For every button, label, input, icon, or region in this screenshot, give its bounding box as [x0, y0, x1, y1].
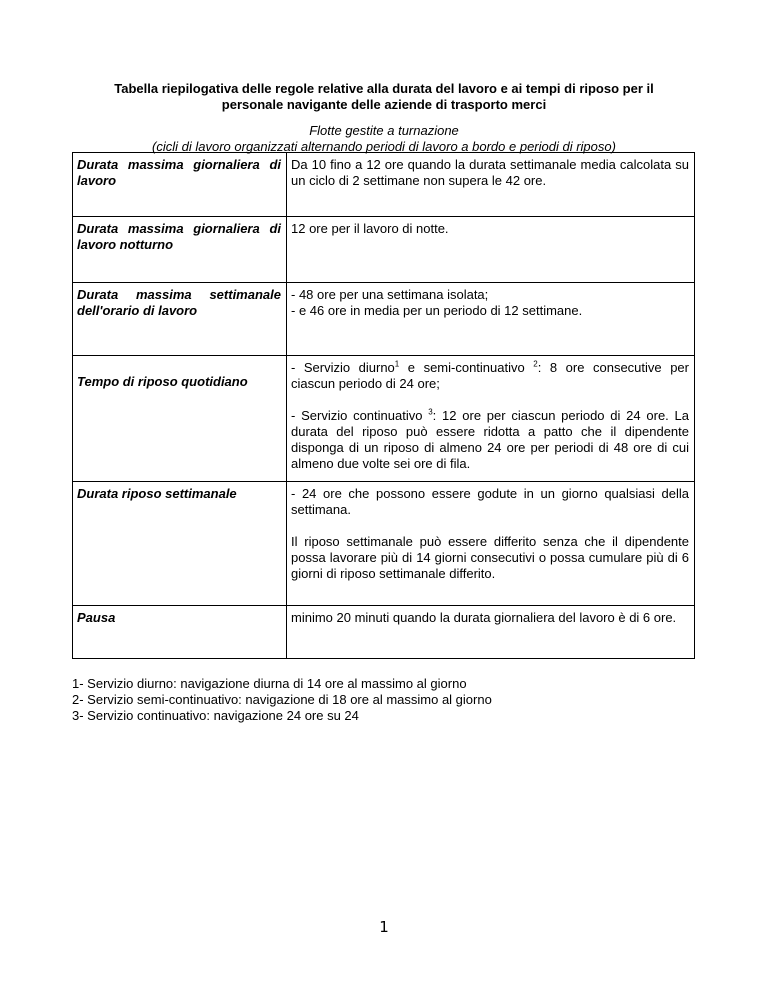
- footnote: 2- Servizio semi-continuativo: navigazione di 18 ore al massimo al giorno: [72, 692, 492, 707]
- text-run: - Servizio continuativo: [291, 408, 429, 423]
- desc-paragraph: - 24 ore che possono essere godute in un giorno qualsiasi della settimana.: [291, 486, 689, 517]
- title-line-2: personale navigante delle aziende di trasporto merci: [221, 97, 547, 112]
- title-line-1: Tabella riepilogativa delle regole relative alla durata del lavoro e ai tempi di riposo per il: [114, 81, 654, 96]
- desc-line: - 48 ore per una settimana isolata;: [291, 287, 489, 302]
- desc-paragraph: [291, 360, 689, 392]
- row-label: Durata riposo settimanale: [73, 482, 287, 606]
- table-row: [73, 482, 695, 606]
- table-row: [73, 606, 695, 659]
- desc-line: - e 46 ore in media per un periodo di 12 settimane.: [291, 303, 583, 318]
- table-row: [73, 356, 695, 482]
- text-run: : 12 ore per ciascun periodo di 24 ore. La durata del riposo può essere ridotta a patto che il dipendente disponga di un riposo di almeno 24 ore per periodi di 48 ore di cui almeno due volte sei ore di fila.: [291, 408, 690, 471]
- row-description: Da 10 fino a 12 ore quando la durata settimanale media calcolata su un ciclo di 2 settimane non supera le 42 ore.: [287, 153, 695, 217]
- table-row: [73, 153, 695, 217]
- row-label: Tempo di riposo quotidiano: [73, 356, 287, 482]
- text-run: e semi-continuativo: [399, 360, 534, 375]
- footnotes: [72, 676, 492, 724]
- row-description: [287, 356, 695, 482]
- footnote-ref: 1: [394, 359, 400, 369]
- text-run: : 8 ore consecutive per ciascun periodo di 24 ore;: [291, 360, 689, 391]
- row-label: Durata massima giornaliera di lavoro notturno: [73, 217, 287, 283]
- row-label: Durata massima settimanale dell'orario di lavoro: [73, 283, 287, 356]
- table-row: [73, 283, 695, 356]
- table-row: [73, 217, 695, 283]
- document-title: [0, 81, 768, 113]
- footnote-ref: 2: [533, 359, 538, 369]
- footnote: 3- Servizio continuativo: navigazione 24 ore su 24: [72, 708, 359, 723]
- desc-paragraph: Il riposo settimanale può essere differito senza che il dipendente possa lavorare più di 14 giorni consecutivi o possa cumulare più di 6 giorni di riposo settimanale differito.: [291, 534, 689, 581]
- row-description: minimo 20 minuti quando la durata giornaliera del lavoro è di 6 ore.: [287, 606, 695, 659]
- desc-paragraph: [291, 408, 689, 472]
- row-label: Durata massima giornaliera di lavoro: [73, 153, 287, 217]
- subtitle-line-2: (cicli di lavoro organizzati alternando periodi di lavoro a bordo e periodi di riposo): [152, 139, 616, 154]
- subtitle-line-1: Flotte gestite a turnazione: [309, 123, 459, 138]
- row-label: Pausa: [73, 606, 287, 659]
- document-subtitle: [0, 123, 768, 155]
- row-description: [287, 482, 695, 606]
- row-description: 12 ore per il lavoro di notte.: [287, 217, 695, 283]
- footnote-ref: 3: [428, 407, 433, 417]
- page-number: 1: [379, 918, 389, 936]
- rules-table: [72, 152, 695, 659]
- row-description: [287, 283, 695, 356]
- text-run: - Servizio diurno: [291, 360, 395, 375]
- footnote: 1- Servizio diurno: navigazione diurna di 14 ore al massimo al giorno: [72, 676, 467, 691]
